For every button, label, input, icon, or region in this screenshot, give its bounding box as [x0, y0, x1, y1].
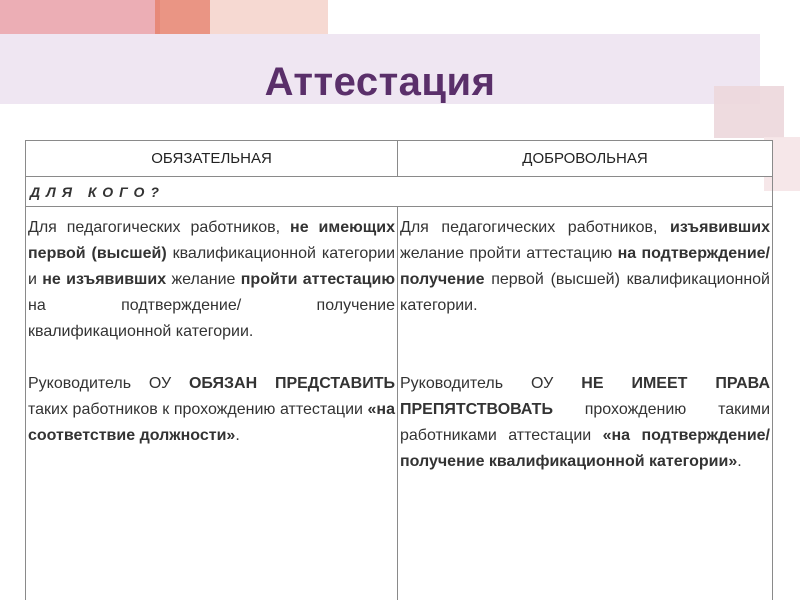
bold-text: не имеющих первой (высшей) [28, 219, 395, 262]
decorative-square [155, 0, 210, 34]
subheader-for-whom: ДЛЯ КОГО? [26, 177, 773, 207]
mandatory-cell [26, 207, 398, 600]
mandatory-paragraph-2 [28, 371, 395, 449]
text: Руководитель ОУ [28, 375, 189, 392]
table-subheader-row [26, 177, 773, 207]
text: Для педагогических работников, [400, 219, 671, 236]
text: Для педагогических работников, [28, 219, 291, 236]
bold-text: «на подтверждение/получение квалификационной категории» [400, 427, 770, 470]
text: . [235, 427, 240, 444]
voluntary-cell [398, 207, 773, 600]
text: желание [166, 271, 241, 288]
bold-text: «на соответствие должности» [28, 401, 395, 444]
mandatory-paragraph-1 [28, 215, 395, 345]
decorative-square [0, 0, 160, 34]
column-header-mandatory: ОБЯЗАТЕЛЬНАЯ [26, 141, 398, 177]
table-header-row [26, 141, 773, 177]
text: на подтверждение/ получение квалификационной категории. [28, 297, 395, 340]
bold-text: пройти аттестацию [240, 271, 396, 288]
page-title: Аттестация [264, 60, 496, 104]
text: . [737, 453, 742, 470]
bold-text: изъявивших [670, 219, 770, 236]
text: желание пройти аттестацию [400, 245, 618, 262]
bold-text: на подтверждение/ получение [400, 245, 770, 288]
attestation-table [25, 140, 773, 600]
bold-text: не изъявивших [42, 271, 167, 288]
text: Руководитель ОУ [400, 375, 582, 392]
text: таких работников к прохождению аттестации [28, 401, 368, 418]
bold-text: ОБЯЗАН ПРЕДСТАВИТЬ [188, 375, 396, 392]
text: первой (высшей) квалификационной категории. [400, 271, 770, 314]
voluntary-paragraph-2 [400, 371, 770, 475]
bold-text: НЕ ИМЕЕТ ПРАВА ПРЕПЯТСТВОВАТЬ [400, 375, 770, 418]
text: квалификационной категории и [28, 245, 396, 288]
decorative-square [210, 0, 328, 34]
voluntary-paragraph-1 [400, 215, 770, 319]
text: прохождению такими работниками аттестации [400, 401, 770, 444]
table-body-row [26, 207, 773, 600]
column-header-voluntary: ДОБРОВОЛЬНАЯ [398, 141, 773, 177]
